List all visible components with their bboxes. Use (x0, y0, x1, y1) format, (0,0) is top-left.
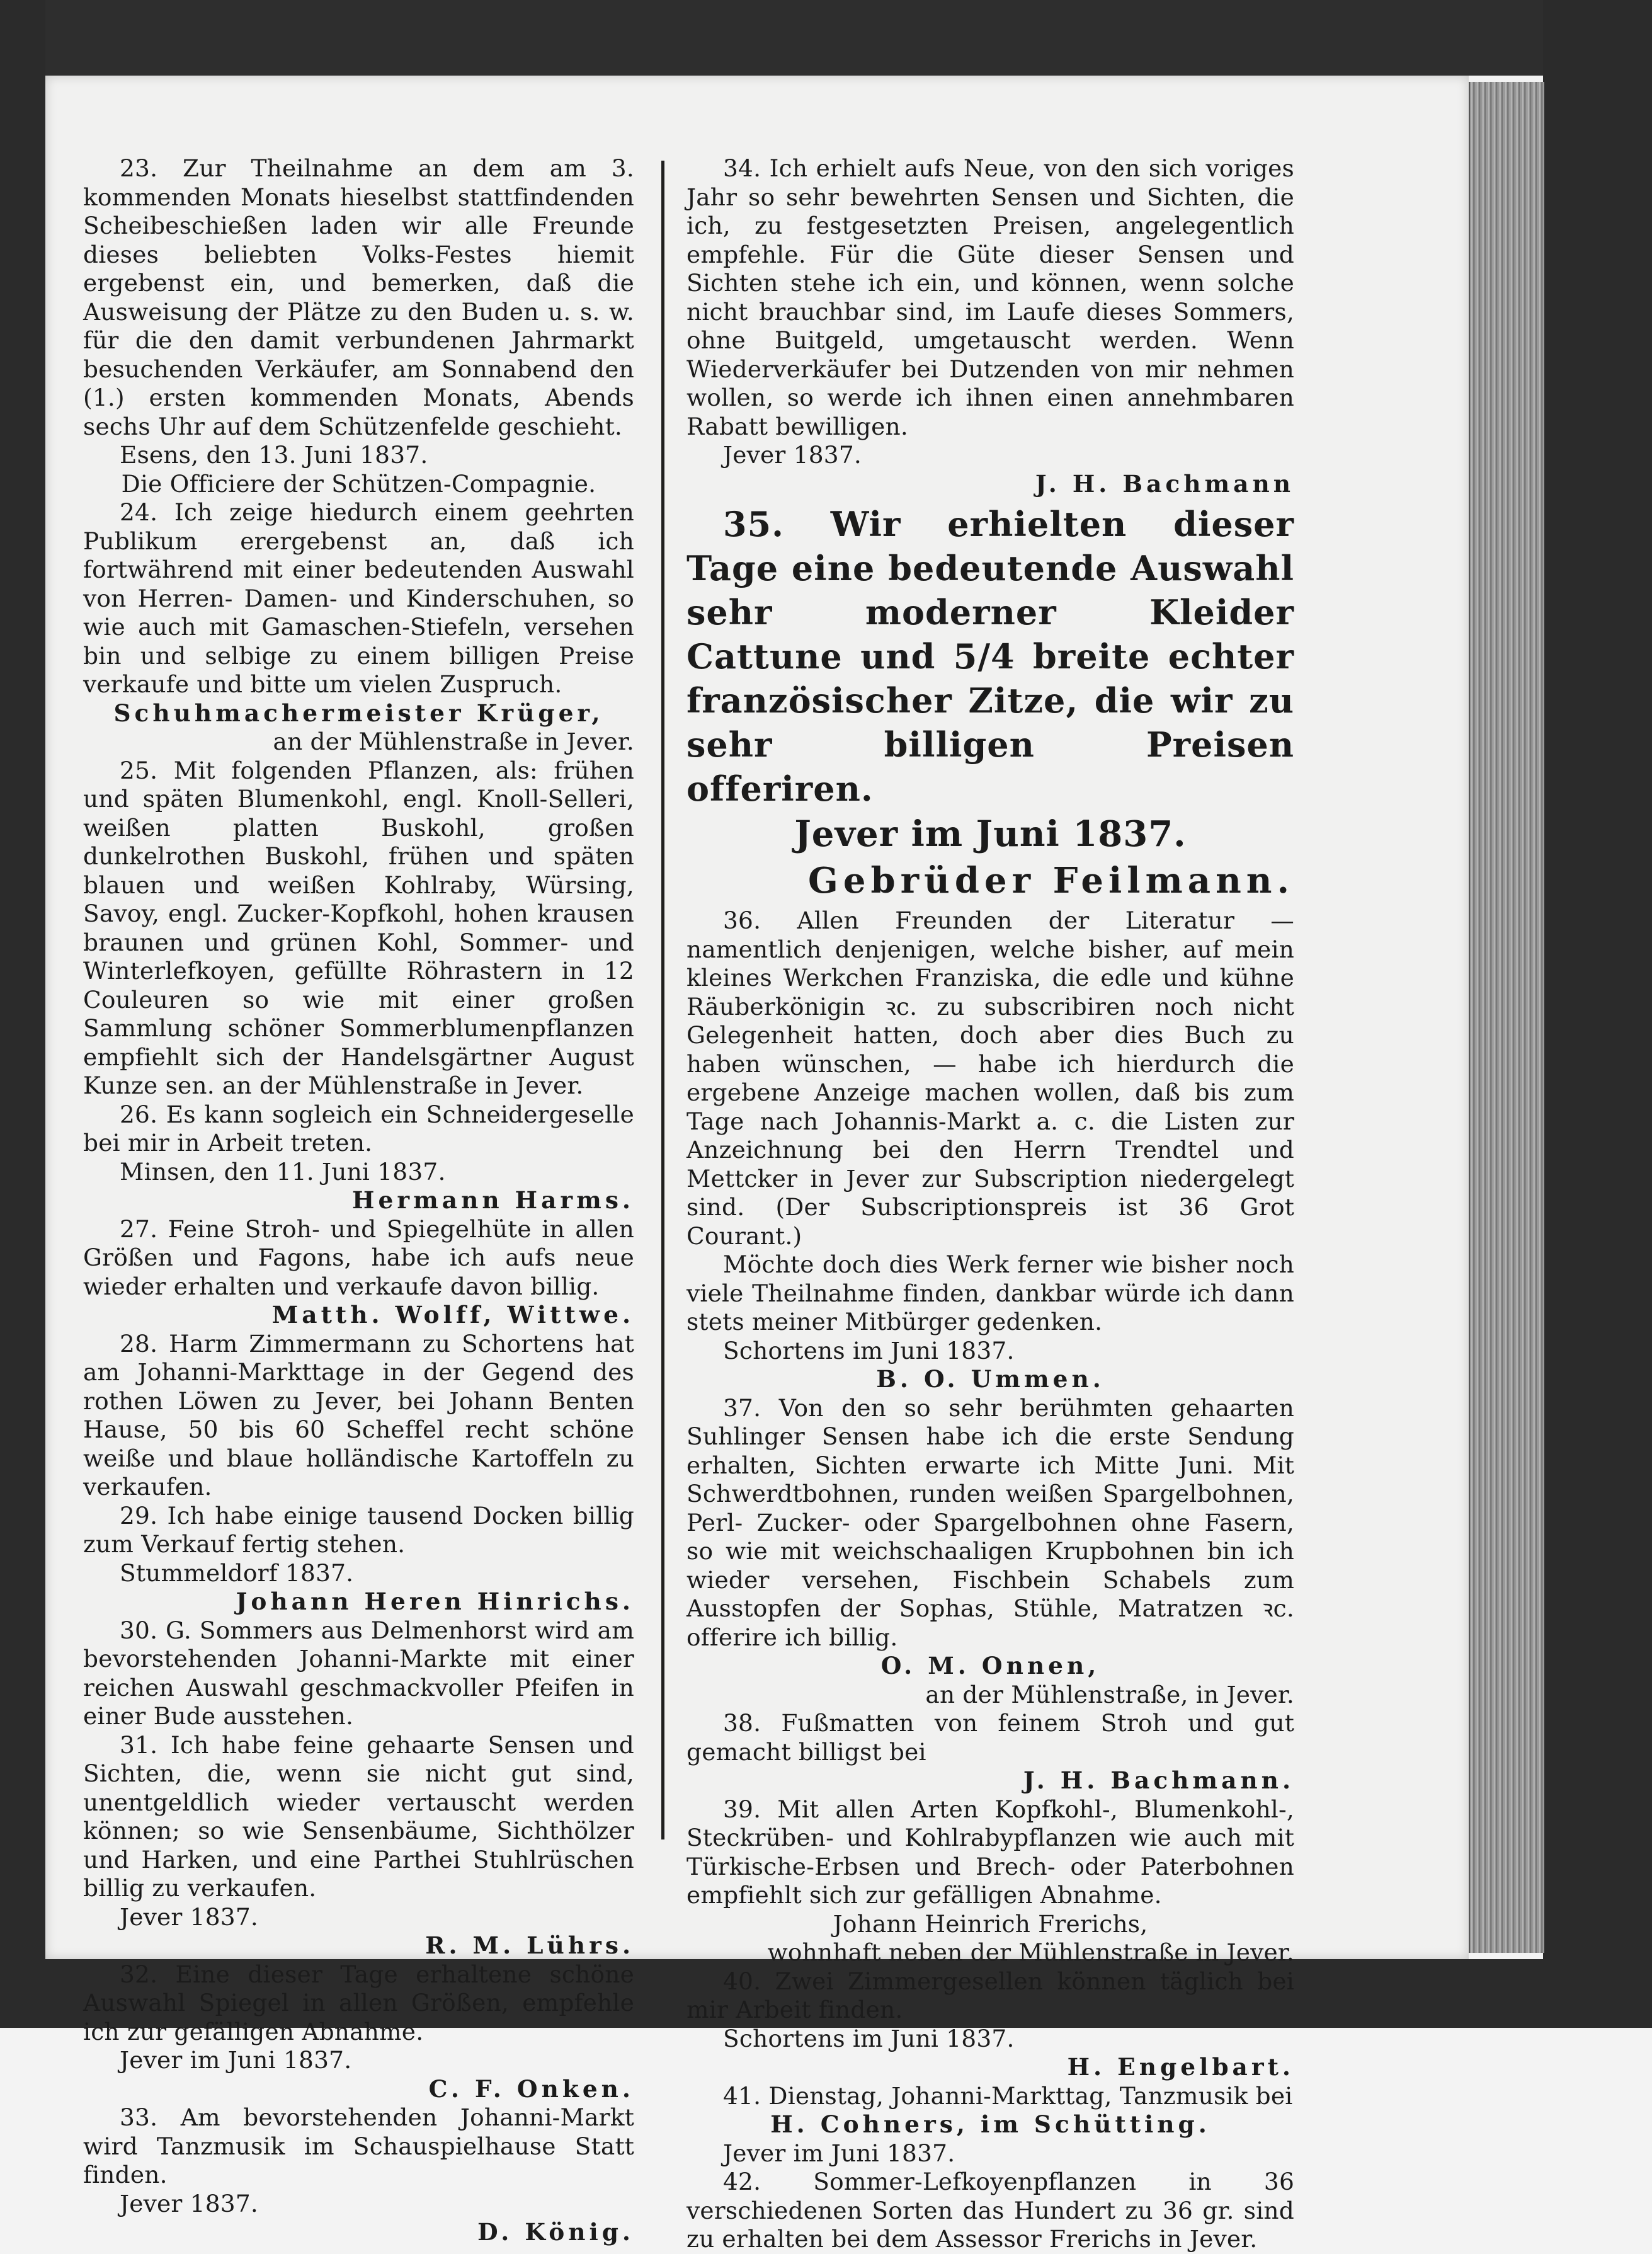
column-divider (661, 161, 664, 1839)
notice-24-signature: Schuhmachermeister Krüger, (113, 699, 604, 727)
notice-36-continuation: Möchte doch dies Werk ferner wie bisher noch viele Theilnahme finden, dankbar würde ich dann stets meiner Mitbürger gedenken. (686, 1250, 1294, 1336)
scan-background-right (1543, 0, 1652, 2028)
notice-42: 42. Sommer-Lefkoyenpflanzen in 36 verschiedenen Sorten das Hundert zu 36 gr. sind zu erhalten bei dem Assessor Frerichs in Jever. (686, 2168, 1294, 2253)
notice-40-signature: H. Engelbart. (1067, 2053, 1294, 2081)
notice-39-signature: Johann Heinrich Frerichs, (833, 1909, 1148, 1938)
notice-40: 40. Zwei Zimmergesellen können täglich bei mir Arbeit finden. (686, 1967, 1294, 2023)
notice-36: 36. Allen Freunden der Literatur — namentlich denjenigen, welche bisher, auf mein kleines Werkchen Franziska, die edle und kühne Räuberkönigin ꝛc. zu subscribiren noch nicht Gelegenheit hatten, doch aber dies Buch zu haben wünschen, — habe ich hierdurch die ergebene Anzeige machen wollen, daß bis zum Tage nach Johannis-Markt a. c. die Listen zur Anzeichnung bei den Herrn Trendtel und Mettcker in Jever zur Subscription niedergelegt sind. (Der Subscriptionspreis ist 36 Grot Courant.) (686, 907, 1294, 1250)
notice-38: 38. Fußmatten von feinem Stroh und gut gemacht billigst bei (686, 1709, 1294, 1766)
notice-23-place: Esens, den 13. Juni 1837. (120, 441, 428, 469)
notice-37: 37. Von den so sehr berühmten gehaarten Suhlinger Sensen habe ich die erste Sendung erhalten, Sichten erwarte ich Mitte Juni. Mit Schwerdtbohnen, runden weißen Spargelbohnen, Perl- Zucker- oder Spargelbohnen ohne Fasern, so wie mit weichschaaligen Krupbohnen bin ich wieder versehen, Fischbein Schabels zum Ausstopfen der Sophas, Stühle, Matratzen ꝛc. offerire ich billig. (686, 1393, 1294, 1651)
notice-37-address: an der Mühlenstraße, in Jever. (925, 1680, 1294, 1708)
notice-35-signature: Gebrüder Feilmann. (808, 860, 1294, 901)
notice-26-place: Minsen, den 11. Juni 1837. (120, 1157, 446, 1186)
scan-background-left (0, 0, 45, 2028)
notice-35: 35. Wir erhielten dieser Tage eine bedeutende Auswahl sehr moderner Kleider Cattune und 5/4 breite echter französischer Zitze, die wir zu sehr billigen Preisen offeriren. (686, 504, 1294, 809)
notice-36-signature: B. O. Ummen. (876, 1365, 1105, 1393)
notice-35-place: Jever im Juni 1837. (794, 813, 1187, 855)
notice-27-signature: Matth. Wolff, Wittwe. (271, 1301, 634, 1329)
scan-background-top (0, 0, 1652, 76)
notice-39-address: wohnhaft neben der Mühlenstraße in Jever. (767, 1938, 1294, 1966)
notice-36-place: Schortens im Juni 1837. (723, 1336, 1015, 1364)
notice-41-place: Jever im Juni 1837. (723, 2139, 955, 2167)
notice-29: 29. Ich habe einige tausend Docken billig zum Verkauf fertig stehen. (83, 1501, 634, 1558)
notice-32: 32. Eine dieser Tage erhaltene schöne Auswahl Spiegel in allen Größen, empfehle ich zur gefälligen Abnahme. (83, 1960, 634, 2045)
notice-39: 39. Mit allen Arten Kopfkohl-, Blumenkohl-, Steckrüben- und Kohlrabypflanzen wie auch mit Türkische-Erbsen und Brech- oder Paterbohnen empfiehlt sich zur gefälligen Abnahme. (686, 1795, 1294, 1909)
notice-23-signature: Die Officiere der Schützen-Compagnie. (121, 469, 596, 498)
book-page-edges (1469, 82, 1544, 1953)
notice-31: 31. Ich habe feine gehaarte Sensen und Sichten, die, wenn sie nicht gut sind, unentgeldlich wieder vertauscht werden können; so wie Sensenbäume, Sichthölzer und Harken, und eine Parthei Stuhlrüschen billig zu verkaufen. (83, 1731, 634, 1902)
notice-23: 23. Zur Theilnahme an dem am 3. kommenden Monats hieselbst stattfindenden Scheibeschießen laden wir alle Freunde dieses beliebten Volks-Festes hiemit ergebenst ein, und bemerken, daß die Ausweisung der Plätze zu den Buden u. s. w. für die den damit verbundenen Jahrmarkt besuchenden Verkäufer, am Sonnabend den (1.) ersten kommenden Monats, Abends sechs Uhr auf dem Schützenfelde geschieht. (83, 154, 634, 440)
notice-38-signature: J. H. Bachmann. (1023, 1766, 1294, 1794)
notice-25: 25. Mit folgenden Pflanzen, als: frühen und späten Blumenkohl, engl. Knoll-Selleri, weißen platten Buskohl, großen dunkelrothen Buskohl, frühen und späten blauen und weißen Kohlraby, Würsing, Savoy, engl. Zucker-Kopfkohl, hohen krausen braunen und grünen Kohl, Sommer- und Winterlefkoyen, gefüllte Röhrastern in 12 Couleuren so wie mit einer großen Sammlung schöner Sommerblumenpflanzen empfiehlt sich der Handelsgärtner August Kunze sen. an der Mühlenstraße in Jever. (83, 756, 634, 1099)
notice-30: 30. G. Sommers aus Delmenhorst wird am bevorstehenden Johanni-Markte mit einer reichen Auswahl geschmackvoller Pfeifen in einer Bude ausstehen. (83, 1616, 634, 1730)
notice-24-address: an der Mühlenstraße in Jever. (273, 728, 634, 755)
notice-34-place: Jever 1837. (723, 441, 862, 469)
notice-41: 41. Dienstag, Johanni-Markttag, Tanzmusik bei (723, 2081, 1293, 2110)
right-column (686, 154, 1294, 2254)
notice-24: 24. Ich zeige hiedurch einem geehrten Publikum erergebenst an, daß ich fortwährend mit einer bedeutenden Auswahl von Herren- Damen- und Kinderschuhen, so wie auch mit Gamaschen-Stiefeln, versehen bin und selbige zu einem billigen Preise verkaufe und bitte um vielen Zuspruch. (83, 498, 634, 698)
notice-40-place: Schortens im Juni 1837. (723, 2024, 1015, 2052)
notice-34: 34. Ich erhielt aufs Neue, von den sich voriges Jahr so sehr bewehrten Sensen und Sichten, die ich, zu festgesetzten Preisen, angelegentlich empfehle. Für die Güte dieser Sensen und Sichten stehe ich ein, und können, wenn solche nicht brauchbar sind, im Laufe dieses Sommers, ohne Buitgeld, umgetauscht werden. Wenn Wiederverkäufer bei Dutzenden von mir nehmen wollen, so werde ich ihnen einen annehmbaren Rabatt bewilligen. (686, 154, 1294, 440)
notice-32-place: Jever im Juni 1837. (120, 2046, 352, 2074)
notice-26-signature: Hermann Harms. (352, 1186, 634, 1214)
notice-29-signature: Johann Heren Hinrichs. (236, 1588, 634, 1615)
notice-29-place: Stummeldorf 1837. (120, 1559, 354, 1587)
left-column (83, 154, 634, 2247)
notice-31-place: Jever 1837. (120, 1902, 259, 1931)
notice-33-signature: D. König. (477, 2218, 634, 2246)
notice-33-place: Jever 1837. (120, 2189, 259, 2217)
notice-37-signature: O. M. Onnen, (880, 1652, 1100, 1679)
notice-32-signature: C. F. Onken. (428, 2074, 634, 2103)
notice-33: 33. Am bevorstehenden Johanni-Markt wird Tanzmusik im Schauspielhause Statt finden. (83, 2103, 634, 2188)
notice-27: 27. Feine Stroh- und Spiegelhüte in allen Größen und Fagons, habe ich aufs neue wieder erhalten und verkaufe davon billig. (83, 1215, 634, 1300)
notice-26: 26. Es kann sogleich ein Schneidergeselle bei mir in Arbeit treten. (83, 1100, 634, 1157)
notice-41-signature: H. Cohners, im Schütting. (770, 2110, 1211, 2138)
notice-31-signature: R. M. Lührs. (425, 1931, 634, 1959)
notice-28: 28. Harm Zimmermann zu Schortens hat am Johanni-Markttage in der Gegend des rothen Löwen zu Jever, bei Johann Benten Hause, 50 bis 60 Scheffel recht schöne weiße und blaue holländische Kartoffeln zu verkaufen. (83, 1329, 634, 1501)
notice-34-signature: J. H. Bachmann (1035, 469, 1294, 498)
